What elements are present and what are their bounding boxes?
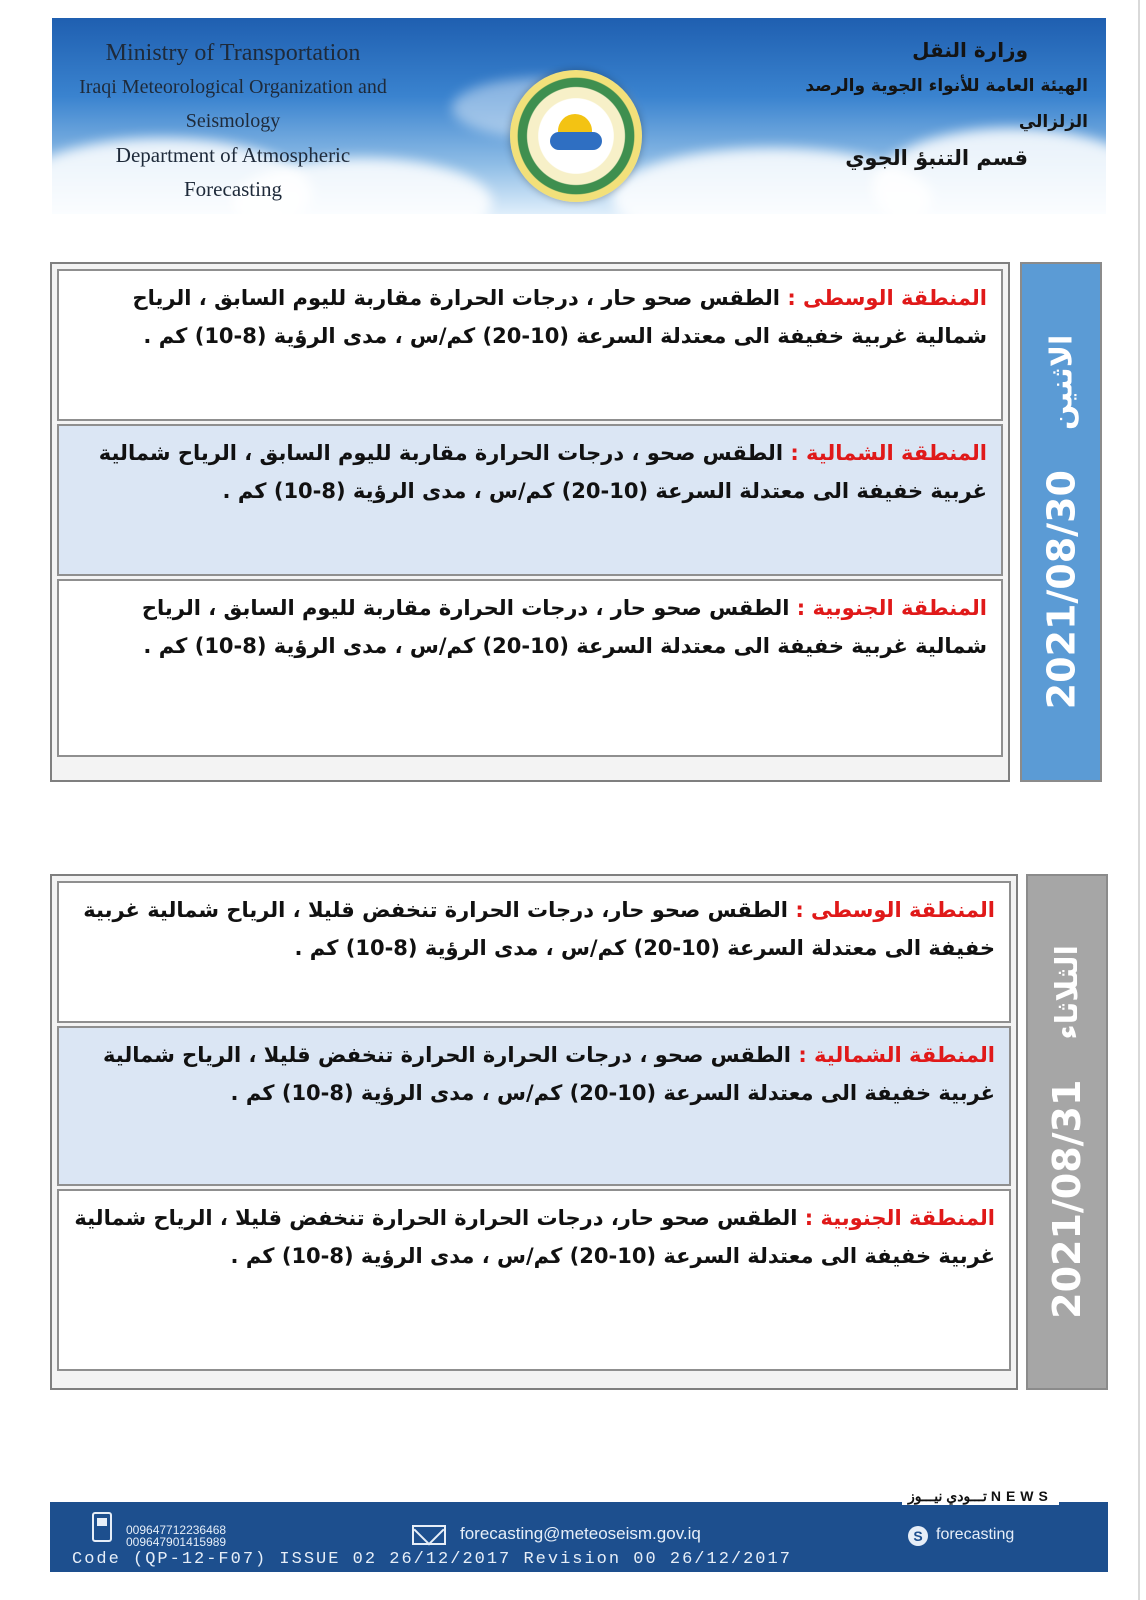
region-forecast-text: الطقس صحو حار ، درجات الحرارة مقاربة لليوم السابق ، الرياح شمالية غربية خفيفة الى معتدلة السرعة (10-20) كم/س ، مدى الرؤية (8-10) كم . xyxy=(141,596,987,658)
skype-handle[interactable]: forecasting xyxy=(936,1526,1015,1543)
forecast-regions xyxy=(50,262,1010,782)
region-south xyxy=(57,1189,1011,1371)
forecast-date: 2021/08/31 xyxy=(1045,1079,1090,1319)
document-code-line: Code (QP-12-F07) ISSUE 02 26/12/2017 Revision 00 26/12/2017 xyxy=(72,1550,792,1569)
region-north xyxy=(57,1026,1011,1186)
forecast-date: 2021/08/30 xyxy=(1039,470,1084,710)
phone-numbers xyxy=(126,1524,226,1548)
region-label: المنطقة الشمالية : xyxy=(790,441,987,465)
phone-icon xyxy=(92,1512,112,1542)
region-south xyxy=(57,579,1003,757)
department-name-ar: قسم التنبؤ الجوي xyxy=(845,146,1028,170)
region-forecast-text: الطقس صحو ، درجات الحرارة الحرارة تنخفض قليلا ، الرياح شمالية غربية خفيفة الى معتدلة السرعة (10-20) كم/س ، مدى الرؤية (8-10) كم . xyxy=(103,1043,995,1105)
phone-number[interactable]: 009647901415989 xyxy=(126,1535,227,1549)
region-forecast-text: الطقس صحو ، درجات الحرارة مقاربة لليوم السابق ، الرياح شمالية غربية خفيفة الى معتدلة السرعة (10-20) كم/س ، مدى الرؤية (8-10) كم . xyxy=(98,441,987,503)
department-name-en: Department of Atmospheric Forecasting xyxy=(115,143,351,201)
organization-logo xyxy=(510,70,642,202)
forecast-day-name: الاثنين xyxy=(1043,334,1079,431)
phone-number[interactable]: 009647712236468 xyxy=(126,1523,227,1537)
region-forecast-text: الطقس صحو حار، درجات الحرارة الحرارة تنخفض قليلا ، الرياح شمالية غربية خفيفة الى معتدلة السرعة (10-20) كم/س ، مدى الرؤية (8-10) كم . xyxy=(74,1206,995,1268)
region-forecast-text: الطقس صحو حار ، درجات الحرارة مقاربة لليوم السابق ، الرياح شمالية غربية خفيفة الى معتدلة السرعة (10-20) كم/س ، مدى الرؤية (8-10) كم . xyxy=(132,286,987,348)
date-tab xyxy=(1026,874,1108,1390)
region-label: المنطقة الوسطى : xyxy=(787,286,987,310)
ministry-name-en: Ministry of Transportation xyxy=(105,40,361,66)
english-header xyxy=(68,36,398,206)
region-forecast-text: الطقس صحو حار، درجات الحرارة تنخفض قليلا ، الرياح شمالية غربية خفيفة الى معتدلة السرعة (10-20) كم/س ، مدى الرؤية (8-10) كم . xyxy=(83,898,995,960)
cloud-icon xyxy=(550,132,602,150)
news-watermark: تـــودي نيـــوز NEWS xyxy=(902,1488,1059,1505)
region-label: المنطقة الجنوبية : xyxy=(796,596,987,620)
region-label: المنطقة الوسطى : xyxy=(795,898,995,922)
region-label: المنطقة الجنوبية : xyxy=(804,1206,995,1230)
region-label: المنطقة الشمالية : xyxy=(798,1043,995,1067)
region-central xyxy=(57,269,1003,421)
footer-bar xyxy=(50,1502,1108,1572)
region-central xyxy=(57,881,1011,1023)
ministry-name-ar: وزارة النقل xyxy=(912,38,1028,62)
arabic-header xyxy=(768,32,1088,176)
forecast-day-2 xyxy=(50,874,1106,1390)
region-north xyxy=(57,424,1003,576)
forecast-regions xyxy=(50,874,1018,1390)
mail-icon xyxy=(412,1525,446,1545)
forecast-day-name: الثلاثاء xyxy=(1049,945,1085,1040)
forecast-day-1 xyxy=(50,262,1106,782)
header-banner xyxy=(52,18,1106,214)
skype-icon: S xyxy=(908,1526,928,1546)
email-link[interactable]: forecasting@meteoseism.gov.iq xyxy=(460,1524,701,1543)
organization-name-en: Iraqi Meteorological Organization and Seismology xyxy=(79,76,387,132)
organization-name-ar: الهيئة العامة للأنواء الجوية والرصد الزلزالي xyxy=(805,76,1088,132)
date-tab xyxy=(1020,262,1102,782)
